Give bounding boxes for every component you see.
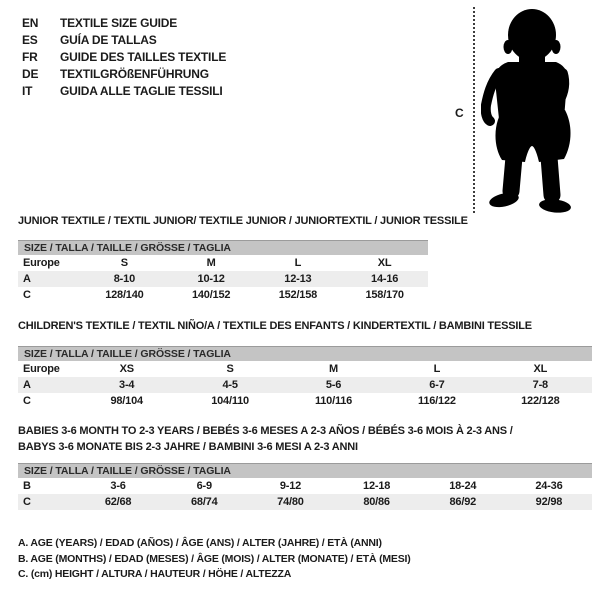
table-cell: 5-6 — [325, 379, 342, 391]
table-cell: M — [206, 257, 216, 269]
table-cell: C — [23, 496, 31, 508]
size-header-bar: SIZE / TALLA / TAILLE / GRÖSSE / TAGLIA — [18, 463, 592, 478]
table-cell: L — [294, 257, 302, 269]
table-cell: XL — [377, 257, 392, 269]
language-label: TEXTILE SIZE GUIDE — [60, 15, 178, 30]
language-row-fr — [22, 48, 226, 65]
table-cell: 3-6 — [110, 480, 126, 492]
table-row — [18, 393, 592, 409]
language-label: TEXTILGRÖßENFÜHRUNG — [60, 66, 209, 81]
table-row — [18, 478, 592, 494]
table-cell: XS — [119, 363, 134, 375]
table-cell: Europe — [23, 257, 60, 269]
legend-line-a: A. AGE (YEARS) / EDAD (AÑOS) / ÂGE (ANS) / ALTER (JAHRE) / ETÀ (ANNI) — [18, 537, 382, 549]
table-cell: 152/158 — [278, 289, 318, 301]
table-cell: 9-12 — [279, 480, 302, 492]
language-code: DE — [22, 66, 39, 81]
table-cell: 92/98 — [535, 496, 563, 508]
table-row — [18, 377, 592, 393]
language-code: IT — [22, 83, 33, 98]
table-cell: 12-13 — [284, 273, 312, 285]
table-cell: 122/128 — [521, 395, 560, 407]
table-cell: 4-5 — [222, 379, 238, 391]
table-cell: M — [329, 363, 338, 375]
table-cell: 128/140 — [105, 289, 144, 301]
table-cell: 18-24 — [449, 480, 477, 492]
language-label: GUIDA ALLE TAGLIE TESSILI — [60, 83, 223, 98]
table-cell: 3-4 — [119, 379, 135, 391]
size-header-bar: SIZE / TALLA / TAILLE / GRÖSSE / TAGLIA — [18, 240, 428, 255]
table-cell: 7-8 — [532, 379, 548, 391]
table-cell: 140/152 — [191, 289, 231, 301]
measure-legend — [18, 536, 411, 583]
babies-section-title — [18, 423, 513, 455]
language-row-it — [22, 82, 226, 99]
language-row-de — [22, 65, 226, 82]
legend-line-c: C. (cm) HEIGHT / ALTURA / HAUTEUR / HÖHE / ALTEZZA — [18, 568, 292, 580]
junior-section-title: JUNIOR TEXTILE / TEXTIL JUNIOR/ TEXTILE JUNIOR / JUNIORTEXTIL / JUNIOR TESSILE — [18, 215, 468, 227]
children-size-table — [18, 346, 592, 409]
table-cell: 104/110 — [211, 395, 249, 407]
table-cell: XL — [533, 363, 548, 375]
table-cell: Europe — [23, 363, 60, 375]
table-cell: 68/74 — [190, 496, 218, 508]
baby-figure — [455, 5, 590, 217]
language-code: ES — [22, 32, 38, 47]
legend-line-b: B. AGE (MONTHS) / EDAD (MESES) / ÂGE (MOIS) / ALTER (MONATE) / ETÀ (MESI) — [18, 552, 411, 565]
table-cell: L — [433, 363, 441, 375]
language-label: GUIDE DES TAILLES TEXTILE — [60, 49, 227, 64]
table-cell: 74/80 — [277, 496, 304, 508]
table-cell: S — [226, 363, 234, 375]
language-row-es — [22, 31, 226, 48]
baby-silhouette-icon — [481, 5, 586, 215]
table-cell: 62/68 — [104, 496, 132, 508]
table-cell: 24-36 — [535, 480, 563, 492]
table-cell: 6-9 — [196, 480, 212, 492]
size-header-bar: SIZE / TALLA / TAILLE / GRÖSSE / TAGLIA — [18, 346, 592, 361]
table-cell: S — [120, 257, 128, 269]
language-code: EN — [22, 15, 39, 30]
table-cell: 10-12 — [197, 273, 225, 285]
table-row — [18, 287, 428, 303]
table-cell: B — [23, 480, 31, 492]
table-cell: 158/170 — [365, 289, 404, 301]
table-cell: A — [23, 379, 31, 391]
height-measure-line — [473, 7, 475, 213]
table-row — [18, 271, 428, 287]
table-cell: 8-10 — [113, 273, 135, 285]
table-cell: 98/104 — [110, 395, 143, 407]
table-cell: 6-7 — [429, 379, 445, 391]
table-cell: 80/86 — [363, 496, 390, 508]
table-cell: 116/122 — [418, 395, 456, 407]
babies-section-title-line1: BABIES 3-6 MONTH TO 2-3 YEARS / BEBÉS 3-6 MESES A 2-3 AÑOS / BÉBÉS 3-6 MOIS À 2-3 ANS / — [18, 425, 513, 437]
babies-section-title-line2: BABYS 3-6 MONATE BIS 2-3 JAHRE / BAMBINI 3-6 MESI A 2-3 ANNI — [18, 441, 358, 453]
table-cell: A — [23, 273, 31, 285]
table-cell: 110/116 — [314, 395, 353, 407]
height-measure-label: C — [455, 106, 464, 120]
children-section-title: CHILDREN'S TEXTILE / TEXTIL NIÑO/A / TEXTILE DES ENFANTS / KINDERTEXTIL / BAMBINI TESSILE — [18, 320, 532, 332]
table-cell: C — [23, 289, 31, 301]
table-row — [18, 361, 592, 377]
table-cell: 12-18 — [363, 480, 391, 492]
language-list — [22, 14, 226, 99]
language-row-en — [22, 14, 226, 31]
table-cell: C — [23, 395, 31, 407]
table-row — [18, 255, 428, 271]
table-row — [18, 494, 592, 510]
junior-size-table — [18, 240, 428, 303]
babies-size-table — [18, 463, 592, 510]
language-label: GUÍA DE TALLAS — [60, 32, 157, 47]
table-cell: 86/92 — [449, 496, 477, 508]
language-code: FR — [22, 49, 38, 64]
table-cell: 14-16 — [371, 273, 399, 285]
